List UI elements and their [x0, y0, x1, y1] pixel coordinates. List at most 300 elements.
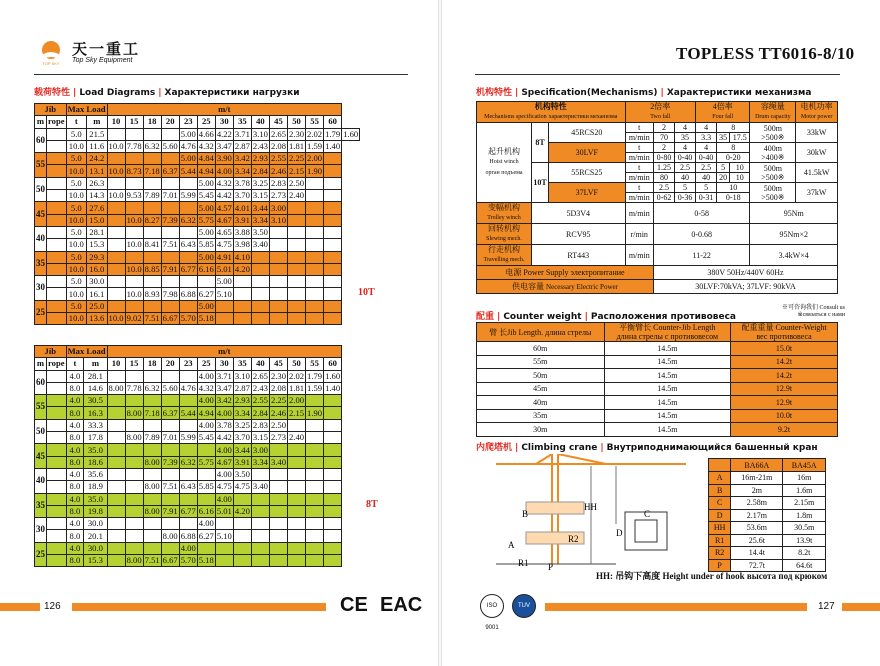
- load-cell: 3.50: [234, 469, 250, 480]
- load-cell: 3.40: [270, 456, 286, 467]
- load-cell: 7.39: [162, 214, 178, 225]
- load-cell: [306, 177, 324, 189]
- jib-length: 35: [35, 251, 47, 276]
- load-cell: [324, 226, 342, 238]
- load-cell: 1.79: [307, 370, 323, 381]
- load-cell: 7.01: [162, 432, 178, 443]
- load-cell: [324, 214, 342, 226]
- cw-jib: 50m: [477, 369, 605, 383]
- load-cell: [306, 263, 324, 275]
- eac-mark: EAC: [380, 594, 423, 616]
- hoist-model: 30LVF: [549, 143, 626, 163]
- load-cell: [107, 239, 125, 251]
- table-row: [35, 239, 360, 251]
- hdr-mt: m/t: [107, 346, 342, 358]
- load-cell: [324, 251, 342, 263]
- load-cell: [107, 214, 125, 226]
- load-cell: [215, 300, 233, 312]
- load-cell: 7.51: [144, 313, 160, 324]
- load-cell: [288, 288, 306, 300]
- load-cell: 9.53: [126, 190, 142, 201]
- rope-cell: [47, 518, 67, 530]
- cw-counter-jib: 14.5m: [604, 342, 731, 356]
- load-cell: [143, 493, 161, 505]
- dim-p: P: [548, 562, 554, 572]
- climb-ba66a: 2.58m: [731, 497, 783, 510]
- load-cell: [125, 493, 143, 505]
- load-cell: [107, 202, 125, 214]
- load-cell: [107, 468, 125, 480]
- load-cell: 2.00: [307, 153, 323, 164]
- load-cell: 2.40: [289, 190, 305, 201]
- cw-hdr-cw: 配重重量 Counter-Weight вес противовеса: [731, 323, 838, 342]
- drum-cap: 500m >500※: [750, 183, 796, 203]
- divider: [34, 74, 408, 75]
- motor-power: 41.5kW: [796, 163, 838, 183]
- load-cell: 8.00: [126, 407, 142, 418]
- load-cell: 6.43: [180, 239, 196, 250]
- load-cell: [107, 395, 125, 407]
- load-cell: 5.75: [198, 456, 214, 467]
- load-cell: [143, 444, 161, 456]
- load-cell: 2.40: [289, 432, 305, 443]
- load-cell: 8.00: [144, 481, 160, 492]
- rope-cell: [47, 444, 67, 456]
- load-cell: 4.94: [198, 407, 214, 418]
- load-cell: [288, 518, 306, 530]
- spec-hdr-four: 4倍率 Four fall: [696, 102, 750, 123]
- load-cell: [306, 505, 324, 517]
- slew-speed: 0-0.68: [653, 224, 749, 245]
- load-cell: 7.18: [144, 407, 160, 418]
- table-row: [35, 530, 342, 542]
- load-cell: [107, 226, 125, 238]
- load-cell: 2.15: [289, 407, 305, 418]
- hdr-mt: m/t: [107, 104, 342, 116]
- load-cell: [269, 288, 287, 300]
- load-cell: [179, 300, 197, 312]
- hdr-rope: rope: [48, 358, 65, 369]
- load-cell: 8.0: [66, 555, 84, 567]
- load-cell: 3.91: [234, 456, 250, 467]
- load-cell: [107, 555, 125, 567]
- load-cell: [125, 444, 143, 456]
- load-cell: 5.00: [180, 128, 196, 139]
- load-cell: 18.6: [84, 456, 107, 468]
- load-cell: 8.93: [144, 288, 160, 299]
- climb-ba66a: 53.6m: [731, 522, 783, 535]
- load-cell: 5.60: [162, 383, 178, 394]
- climb-key: R2: [709, 547, 731, 560]
- load-cell: [251, 493, 269, 505]
- spec-heading: 机构特性 | Specification(Mechanisms) | Характеристики механизма: [476, 88, 812, 98]
- climb-ba66a: 72.7t: [731, 559, 783, 572]
- rope-cell: [47, 505, 67, 517]
- load-cell: [324, 518, 342, 530]
- load-cell: [251, 276, 269, 288]
- load-cell: 2.87: [234, 383, 250, 394]
- load-cell: 3.42: [234, 153, 250, 164]
- table-row: [35, 177, 360, 189]
- load-cell: 8.00: [144, 456, 160, 467]
- load-cell: [269, 300, 287, 312]
- dim-d: D: [616, 528, 623, 538]
- spec-hdr-two: 2倍率 Two fall: [625, 102, 696, 123]
- load-cell: 4.57: [216, 202, 232, 213]
- load-cell: 4.0: [66, 493, 84, 505]
- load-cell: 6.67: [162, 313, 178, 324]
- hdr-dist: 35: [233, 116, 251, 128]
- load-cell: [306, 239, 324, 251]
- rope-cell: [47, 128, 67, 140]
- load-cell: 2.50: [270, 419, 286, 430]
- table-row: [35, 288, 360, 300]
- load-cell: 3.34: [234, 165, 250, 176]
- load-cell: 8.0: [66, 432, 84, 444]
- cw-counter-jib: 14.5m: [604, 423, 731, 437]
- load-cell: [269, 481, 287, 493]
- rope-cell: [47, 456, 67, 468]
- load-cell: 2.65: [270, 128, 286, 139]
- load-cell: [251, 468, 269, 480]
- load-cell: 10.0: [66, 165, 86, 177]
- load-cell: 25.0: [87, 300, 107, 312]
- cw-weight: 12.9t: [731, 396, 838, 410]
- load-cell: [288, 263, 306, 275]
- load-cell: 3.88: [234, 227, 250, 238]
- climb-key: HH: [709, 522, 731, 535]
- cw-hdr-jib: 臂 长Jib Length. длина стрелы: [477, 323, 605, 342]
- load-cell: 2.08: [270, 383, 286, 394]
- load-cell: 2.02: [307, 128, 323, 139]
- load-cell: 8.00: [126, 555, 142, 566]
- load-cell: 5.18: [198, 313, 214, 324]
- load-cell: [251, 505, 269, 517]
- load-cell: 8.85: [144, 264, 160, 274]
- electric-power-label: 供电容量 Necessary Electric Power: [477, 280, 654, 294]
- load-cell: [161, 300, 179, 312]
- rope-cell: [47, 407, 67, 419]
- load-cell: [143, 395, 161, 407]
- load-cell: [324, 202, 342, 214]
- load-cell: 13.6: [87, 313, 107, 325]
- load-cell: 16.3: [84, 407, 107, 419]
- load-cell: [269, 263, 287, 275]
- load-cell: 3.50: [252, 227, 268, 238]
- rope-cell: [47, 432, 67, 444]
- load-cell: [288, 251, 306, 263]
- load-cell: 3.98: [234, 239, 250, 250]
- cw-weight: 12.9t: [731, 382, 838, 396]
- load-cell: 6.43: [180, 481, 196, 492]
- travel-power: 3.4kW×4: [750, 245, 838, 266]
- load-cell: 10.0: [108, 313, 124, 324]
- load-cell: [306, 300, 324, 312]
- load-cell: [324, 263, 342, 275]
- climb-hdr: BA66A: [731, 459, 783, 472]
- hoist-model: 37LVF: [549, 183, 626, 203]
- load-cell: [324, 313, 342, 325]
- climb-ba66a: 2.17m: [731, 509, 783, 522]
- load-cell: 4.00: [198, 370, 214, 381]
- rope-cell: [47, 481, 67, 493]
- load-cell: 7.89: [144, 432, 160, 443]
- load-cell: [269, 313, 287, 325]
- load-cell: [107, 276, 125, 288]
- hdr-dist: 23: [179, 358, 197, 370]
- load-cell: 28.1: [87, 226, 107, 238]
- table-row: [35, 542, 342, 554]
- load-cell: [324, 468, 342, 480]
- load-cell: [125, 276, 143, 288]
- load-cell: 5.85: [198, 481, 214, 492]
- load-table-8t: [34, 345, 342, 567]
- hdr-dist: 15: [125, 116, 143, 128]
- table-row: [35, 370, 342, 382]
- load-cell: [107, 419, 125, 431]
- rope-cell: [47, 214, 67, 226]
- load-cell: [306, 214, 324, 226]
- load-cell: 10.0: [66, 239, 86, 251]
- load-cell: [269, 239, 287, 251]
- electric-power-value: 30LVF:70kVA; 37LVF: 90kVA: [653, 280, 837, 294]
- load-cell: [306, 288, 324, 300]
- table-row: [35, 140, 360, 152]
- spec-hdr-mech: 机构特性 Mechanisms specification характеристики механизма: [477, 102, 626, 123]
- load-cell: [143, 276, 161, 288]
- cw-jib: 60m: [477, 342, 605, 356]
- load-cell: [161, 226, 179, 238]
- hdr-dist: 10: [107, 116, 125, 128]
- hdr-dist: 50: [288, 358, 306, 370]
- rope-cell: [47, 239, 67, 251]
- load-cell: 2.87: [234, 141, 250, 152]
- table-row: [35, 468, 342, 480]
- load-cell: 1.40: [325, 141, 341, 152]
- load-cell: 2.25: [270, 395, 286, 406]
- load-cell: 3.00: [252, 444, 268, 455]
- brand-name-en: Top Sky Equipment: [72, 57, 133, 64]
- jib-length: 45: [35, 444, 47, 469]
- load-cell: 5.44: [180, 407, 196, 418]
- motor-power: 37kW: [796, 183, 838, 203]
- load-cell: 10.0: [126, 214, 142, 225]
- load-cell: [251, 555, 269, 567]
- load-cell: 15.0: [87, 214, 107, 226]
- load-cell: 7.51: [162, 481, 178, 492]
- cw-weight: 15.0t: [731, 342, 838, 356]
- load-cell: 4.22: [216, 128, 232, 139]
- load-cell: 1.90: [307, 165, 323, 176]
- load-cell: [125, 153, 143, 165]
- table-row: [35, 456, 342, 468]
- load-cell: [161, 493, 179, 505]
- load-cell: 5.01: [216, 506, 232, 516]
- load-cell: [161, 370, 179, 382]
- hdr-dist: 18: [143, 116, 161, 128]
- load-cell: [179, 395, 197, 407]
- footer-bar: [842, 603, 880, 611]
- rope-cell: [47, 530, 67, 542]
- load-cell: [269, 251, 287, 263]
- load-cell: [233, 555, 251, 567]
- drum-cap: 400m >400※: [750, 143, 796, 163]
- load-cell: 5.18: [198, 555, 214, 566]
- load-cell: [288, 276, 306, 288]
- rope-cell: [47, 165, 67, 177]
- load-cell: 4.00: [198, 419, 214, 430]
- load-cell: 4.20: [234, 264, 250, 274]
- rope-cell: [47, 419, 67, 431]
- load-cell: [197, 276, 215, 288]
- cw-counter-jib: 14.5m: [604, 409, 731, 423]
- load-cell: [179, 444, 197, 456]
- load-cell: [233, 313, 251, 325]
- climb-key: B: [709, 484, 731, 497]
- load-cell: 7.51: [162, 239, 178, 250]
- load-cell: [143, 251, 161, 263]
- load-cell: 8.0: [66, 407, 84, 419]
- rope-cell: [47, 140, 67, 152]
- load-cell: 2.55: [252, 395, 268, 406]
- load-cell: 4.42: [216, 190, 232, 201]
- logo-mark-text: TOP SKY: [42, 61, 60, 66]
- table-row: [35, 165, 360, 177]
- table-row: [35, 407, 342, 419]
- load-cell: [161, 202, 179, 214]
- load-cell: 2.30: [289, 128, 305, 139]
- load-cell: 4.00: [180, 542, 196, 553]
- load-cell: [179, 493, 197, 505]
- jib-length: 60: [35, 128, 47, 153]
- table-row: [35, 555, 342, 567]
- load-cell: 1.79: [325, 128, 341, 139]
- load-cell: 3.71: [216, 370, 232, 381]
- load-cell: 5.99: [180, 432, 196, 443]
- load-cell: 7.98: [162, 288, 178, 299]
- load-cell: [125, 468, 143, 480]
- load-cell: [197, 493, 215, 505]
- jib-length: 30: [35, 276, 47, 301]
- load-cell: [306, 276, 324, 288]
- load-cell: 3.34: [252, 214, 268, 225]
- load-cell: [233, 276, 251, 288]
- load-cell: [288, 419, 306, 431]
- hdr-maxload: Max Load: [67, 346, 106, 357]
- load-cell: 3.15: [252, 432, 268, 443]
- consult-note: ※可咨询我们 Consult us ※связаться с нами: [782, 305, 846, 318]
- hdr-dist: 23: [179, 116, 197, 128]
- load-cell: 5.01: [216, 264, 232, 274]
- hdr-dist: 45: [269, 116, 287, 128]
- load-cell: [125, 177, 143, 189]
- load-cell: [324, 432, 342, 444]
- hdr-jib: Jib: [35, 104, 67, 116]
- hdr-dist: 20: [161, 358, 179, 370]
- load-cell: [306, 518, 324, 530]
- load-cell: [161, 128, 179, 140]
- climb-key: R1: [709, 534, 731, 547]
- load-cell: 19.8: [84, 505, 107, 517]
- hdr-dist: 45: [269, 358, 287, 370]
- table-row: [477, 382, 838, 396]
- load-cell: 4.32: [198, 383, 214, 394]
- load-cell: 5.00: [198, 251, 214, 262]
- load-cell: [288, 481, 306, 493]
- load-cell: 6.27: [198, 530, 214, 541]
- load-cell: [288, 226, 306, 238]
- load-cell: 4.00: [216, 407, 232, 418]
- rope-cell: [47, 493, 67, 505]
- ce-mark: CE: [340, 594, 368, 616]
- load-cell: [288, 300, 306, 312]
- load-cell: 4.75: [216, 239, 232, 250]
- load-cell: [143, 530, 161, 542]
- load-cell: [125, 542, 143, 554]
- load-cell: 4.94: [198, 165, 214, 176]
- load-cell: [107, 481, 125, 493]
- table-row: [709, 484, 826, 497]
- load-cell: 3.90: [216, 153, 232, 164]
- load-cell: [324, 456, 342, 468]
- table-row: [35, 214, 360, 226]
- load-cell: 30.0: [84, 518, 107, 530]
- load-cell: [179, 370, 197, 382]
- load-cell: [179, 518, 197, 530]
- rope-cell: [47, 313, 67, 325]
- load-cell: 4.84: [198, 153, 214, 164]
- load-cell: [251, 300, 269, 312]
- climb-ba45a: 1.8m: [783, 509, 826, 522]
- load-cell: [143, 177, 161, 189]
- load-cell: 8.0: [66, 481, 84, 493]
- jib-length: 45: [35, 202, 47, 227]
- load-cell: 7.78: [126, 141, 142, 152]
- trolley-model: 5D3V4: [532, 203, 626, 224]
- load-cell: [179, 177, 197, 189]
- jib-length: 40: [35, 226, 47, 251]
- divider: [475, 74, 840, 75]
- table-row: [35, 444, 342, 456]
- load-cell: 5.60: [162, 141, 178, 152]
- climb-key: A: [709, 472, 731, 485]
- load-cell: [288, 505, 306, 517]
- load-cell: 4.00: [198, 395, 214, 406]
- spec-table: 机构特性 Mechanisms specification характеристики механизма 2倍率 Two fall 4倍率 Four fall 容绳量 Drum capacity 电机功率 Motor power 起升机构 Hoist winch орган подъема 8T 45RCS20 t 2 4 4 8 500m >500※ 33kW m/min 70 35 3.3 35 17.5 30LVF t 2 4 4 8 400m >400※ 30kW m/min 0-80 0-40 0-40 0-20 10T 55RCS25 t 1.25 2.5 2.5 5 10 500m >500※ 41.5kW m/min 80 40 40 20 10 37LVF t 2.5 5 5 10 500m >500※ 37kW m/min 0-62 0-36 0-31 0-18 变幅机构 Trolley winch 5D3V4 m/min 0-58 95Nm 回转机构 Slewing mech. RCV95 r/min 0-0.68 95Nm×2 行走机构 Travelling mech. RT443 m/min 11-22 3.4kW×4 电源 Power Supply электропитание 380V 50Hz/440V 60Hz 供电容量 Necessary Electric Power 30LVF:70kVA; 37LVF: 90kVA: [476, 101, 838, 294]
- load-cell: 4.66: [198, 128, 214, 139]
- table-row: [35, 226, 360, 238]
- climb-hdr: BA45A: [783, 459, 826, 472]
- counter-weight-table: [476, 322, 838, 437]
- load-table-10t: [34, 103, 360, 325]
- load-cell: [143, 518, 161, 530]
- hdr-m2: m: [84, 358, 107, 370]
- table-row: [35, 300, 360, 312]
- load-cell: 2.43: [252, 383, 268, 394]
- load-cell: 10.0: [126, 239, 142, 250]
- cw-jib: 35m: [477, 409, 605, 423]
- model-title: TOPLESS TT6016-8/10: [676, 44, 855, 63]
- load-cell: [269, 530, 287, 542]
- load-cell: [125, 300, 143, 312]
- hdr-dist: 40: [251, 358, 269, 370]
- motor-power: 30kW: [796, 143, 838, 163]
- cw-weight: 10.0t: [731, 409, 838, 423]
- hdr-rope: rope: [48, 116, 65, 127]
- load-cell: 30.0: [84, 542, 107, 554]
- load-cell: [306, 226, 324, 238]
- tuv-cert-icon: TUV: [512, 594, 536, 618]
